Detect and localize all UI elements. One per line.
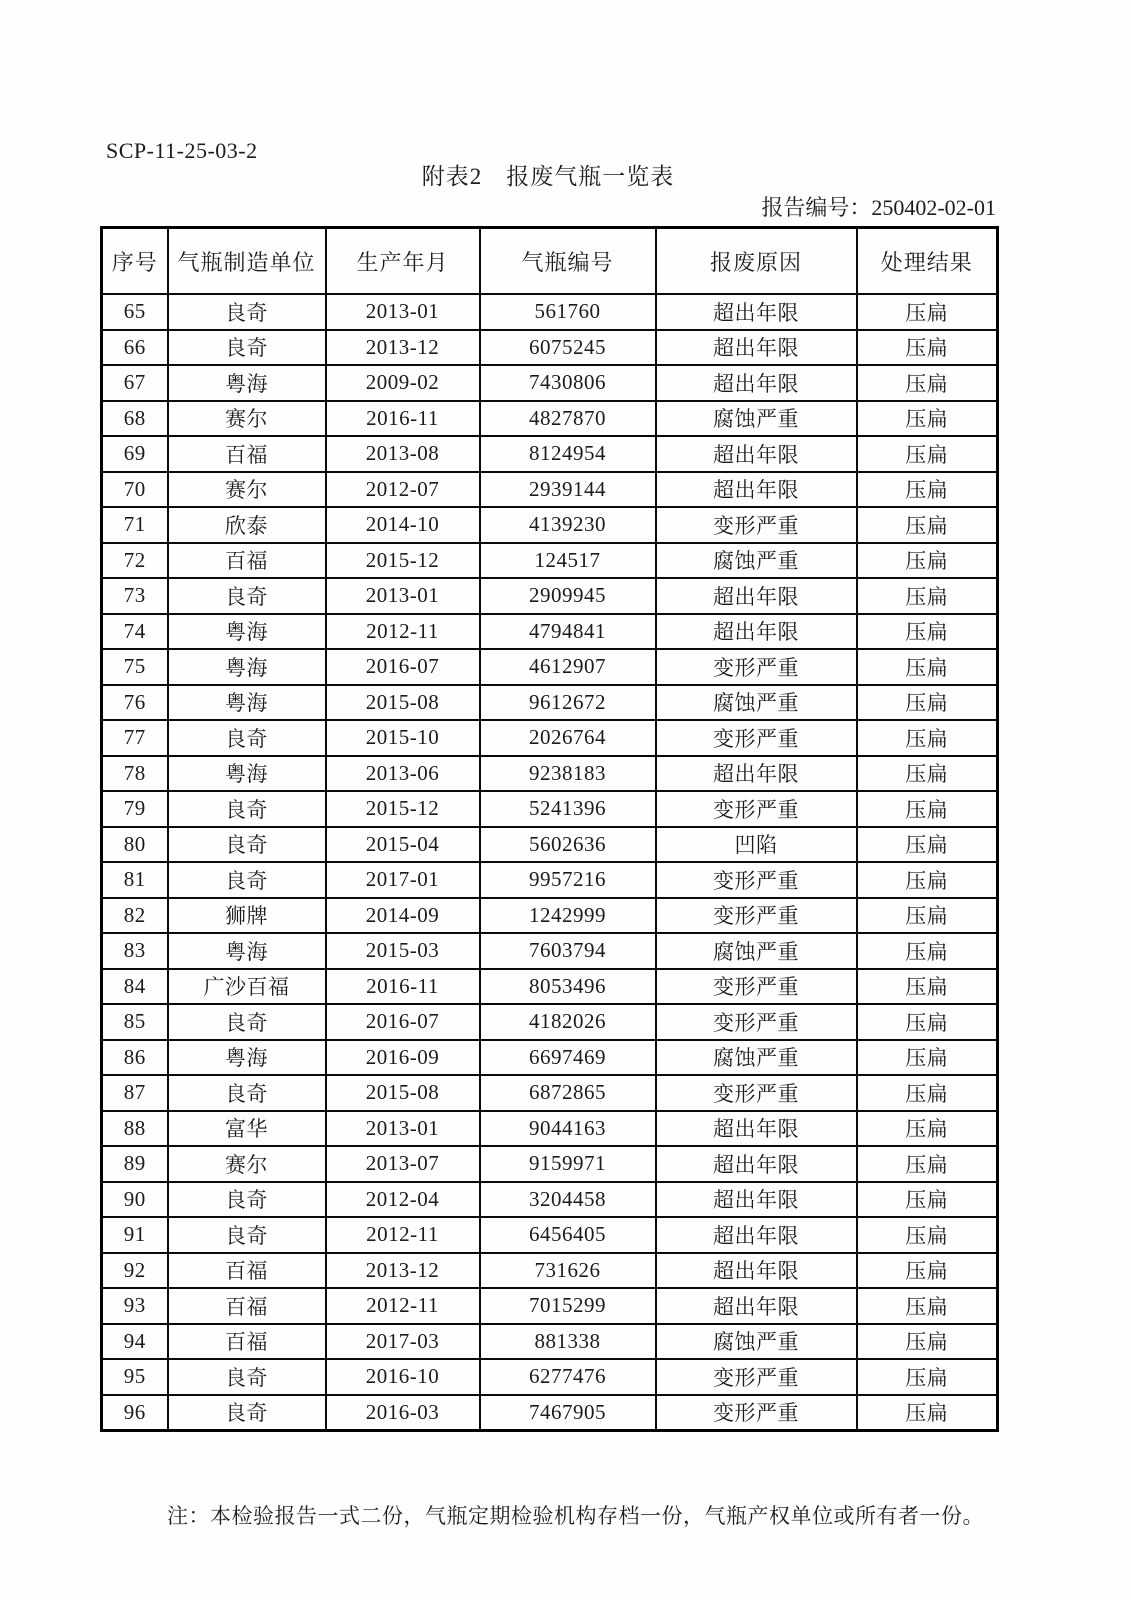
table-cell: 90 — [102, 1182, 168, 1218]
table-cell: 7467905 — [480, 1395, 656, 1431]
table-row — [102, 827, 998, 863]
doc-code: SCP-11-25-03-2 — [106, 138, 258, 163]
table-row — [102, 330, 998, 366]
table-cell: 2016-07 — [326, 1004, 480, 1040]
report-number-value: 250402-02-01 — [871, 195, 996, 220]
table-cell: 6872865 — [480, 1075, 656, 1111]
table-cell: 欣泰 — [168, 507, 326, 543]
table-cell: 69 — [102, 436, 168, 472]
table-row — [102, 507, 998, 543]
table-cell: 压扁 — [857, 436, 998, 472]
table-cell: 881338 — [480, 1324, 656, 1360]
table-cell: 2017-01 — [326, 862, 480, 898]
table-cell: 富华 — [168, 1111, 326, 1147]
table-cell: 压扁 — [857, 898, 998, 934]
table-cell: 压扁 — [857, 1253, 998, 1289]
table-cell: 良奇 — [168, 720, 326, 756]
table-cell: 变形严重 — [656, 862, 857, 898]
table-cell: 91 — [102, 1217, 168, 1253]
table-cell: 变形严重 — [656, 649, 857, 685]
table-row — [102, 720, 998, 756]
table-cell: 粤海 — [168, 365, 326, 401]
table-cell: 7430806 — [480, 365, 656, 401]
table-cell: 5602636 — [480, 827, 656, 863]
table-row — [102, 1004, 998, 1040]
table-cell: 赛尔 — [168, 472, 326, 508]
table-cell: 压扁 — [857, 1004, 998, 1040]
table-cell: 2013-12 — [326, 1253, 480, 1289]
table-cell: 4139230 — [480, 507, 656, 543]
table-cell: 压扁 — [857, 756, 998, 792]
table-cell: 变形严重 — [656, 507, 857, 543]
table-cell: 压扁 — [857, 649, 998, 685]
table-header-row — [102, 228, 998, 295]
table-cell: 百福 — [168, 1253, 326, 1289]
table-cell: 9238183 — [480, 756, 656, 792]
table-cell: 7603794 — [480, 933, 656, 969]
table-cell: 良奇 — [168, 1217, 326, 1253]
table-cell: 2939144 — [480, 472, 656, 508]
table-row — [102, 969, 998, 1005]
table-cell: 2015-12 — [326, 543, 480, 579]
table-cell: 9159971 — [480, 1146, 656, 1182]
table-cell: 变形严重 — [656, 1004, 857, 1040]
table-row — [102, 1182, 998, 1218]
table-cell: 腐蚀严重 — [656, 543, 857, 579]
table-row — [102, 401, 998, 437]
page-title: 附表2 报废气瓶一览表 — [421, 164, 675, 189]
table-cell: 压扁 — [857, 1182, 998, 1218]
table-cell: 超出年限 — [656, 614, 857, 650]
table-cell: 4827870 — [480, 401, 656, 437]
table-cell: 超出年限 — [656, 1182, 857, 1218]
table-cell: 2014-09 — [326, 898, 480, 934]
table-cell: 2016-10 — [326, 1359, 480, 1395]
table-cell: 2016-11 — [326, 401, 480, 437]
col-header-scrap-reason: 报废原因 — [656, 228, 857, 295]
table-cell: 良奇 — [168, 1359, 326, 1395]
table-cell: 86 — [102, 1040, 168, 1076]
table-cell: 2012-07 — [326, 472, 480, 508]
table-cell: 百福 — [168, 543, 326, 579]
table-row — [102, 472, 998, 508]
table-cell: 93 — [102, 1288, 168, 1324]
table-cell: 2013-07 — [326, 1146, 480, 1182]
table-cell: 9044163 — [480, 1111, 656, 1147]
table-cell: 变形严重 — [656, 1395, 857, 1431]
table-cell: 2013-06 — [326, 756, 480, 792]
table-cell: 腐蚀严重 — [656, 933, 857, 969]
table-cell: 2015-08 — [326, 1075, 480, 1111]
table-cell: 良奇 — [168, 330, 326, 366]
table-cell: 2909945 — [480, 578, 656, 614]
table-cell: 67 — [102, 365, 168, 401]
table-cell: 88 — [102, 1111, 168, 1147]
col-header-seq-no: 序号 — [102, 228, 168, 295]
table-cell: 2015-04 — [326, 827, 480, 863]
table-row — [102, 614, 998, 650]
table-cell: 2012-11 — [326, 614, 480, 650]
table-cell: 124517 — [480, 543, 656, 579]
table-cell: 良奇 — [168, 1395, 326, 1431]
table-cell: 百福 — [168, 1324, 326, 1360]
table-cell: 2015-12 — [326, 791, 480, 827]
table-cell: 2013-01 — [326, 1111, 480, 1147]
table-cell: 压扁 — [857, 543, 998, 579]
table-cell: 变形严重 — [656, 1359, 857, 1395]
table-cell: 压扁 — [857, 614, 998, 650]
table-row — [102, 1288, 998, 1324]
table-row — [102, 1253, 998, 1289]
col-header-mfg-date: 生产年月 — [326, 228, 480, 295]
table-cell: 2012-11 — [326, 1217, 480, 1253]
table-cell: 2016-09 — [326, 1040, 480, 1076]
table-cell: 凹陷 — [656, 827, 857, 863]
table-cell: 2015-10 — [326, 720, 480, 756]
table-cell: 84 — [102, 969, 168, 1005]
table-cell: 94 — [102, 1324, 168, 1360]
table-cell: 百福 — [168, 1288, 326, 1324]
table-cell: 压扁 — [857, 1040, 998, 1076]
table-row — [102, 1075, 998, 1111]
col-header-disposal: 处理结果 — [857, 228, 998, 295]
table-cell: 4182026 — [480, 1004, 656, 1040]
table-cell: 腐蚀严重 — [656, 685, 857, 721]
table-row — [102, 791, 998, 827]
scrapped-cylinder-table — [100, 226, 999, 1432]
table-cell: 超出年限 — [656, 1217, 857, 1253]
table-cell: 粤海 — [168, 614, 326, 650]
table-cell: 68 — [102, 401, 168, 437]
table-cell: 压扁 — [857, 1217, 998, 1253]
table-cell: 89 — [102, 1146, 168, 1182]
table-cell: 良奇 — [168, 1075, 326, 1111]
table-cell: 81 — [102, 862, 168, 898]
table-cell: 压扁 — [857, 330, 998, 366]
table-row — [102, 1217, 998, 1253]
table-cell: 粤海 — [168, 649, 326, 685]
table-cell: 赛尔 — [168, 1146, 326, 1182]
table-cell: 6456405 — [480, 1217, 656, 1253]
table-cell: 2016-03 — [326, 1395, 480, 1431]
table-row — [102, 1111, 998, 1147]
table-cell: 压扁 — [857, 1288, 998, 1324]
table-cell: 95 — [102, 1359, 168, 1395]
col-header-cylinder-no: 气瓶编号 — [480, 228, 656, 295]
table-cell: 2015-08 — [326, 685, 480, 721]
table-cell: 粤海 — [168, 685, 326, 721]
table-cell: 75 — [102, 649, 168, 685]
table-cell: 超出年限 — [656, 1288, 857, 1324]
table-cell: 83 — [102, 933, 168, 969]
table-cell: 80 — [102, 827, 168, 863]
table-cell: 超出年限 — [656, 756, 857, 792]
table-cell: 压扁 — [857, 1075, 998, 1111]
table-cell: 4612907 — [480, 649, 656, 685]
table-cell: 5241396 — [480, 791, 656, 827]
table-cell: 变形严重 — [656, 1075, 857, 1111]
table-row — [102, 1395, 998, 1431]
table-cell: 92 — [102, 1253, 168, 1289]
table-cell: 粤海 — [168, 1040, 326, 1076]
table-row — [102, 898, 998, 934]
table-cell: 压扁 — [857, 1111, 998, 1147]
table-cell: 超出年限 — [656, 365, 857, 401]
table-cell: 8124954 — [480, 436, 656, 472]
table-cell: 2013-12 — [326, 330, 480, 366]
report-number-line — [100, 196, 996, 220]
table-cell: 7015299 — [480, 1288, 656, 1324]
table-row — [102, 365, 998, 401]
table-row — [102, 1359, 998, 1395]
table-cell: 良奇 — [168, 827, 326, 863]
table-cell: 狮牌 — [168, 898, 326, 934]
table-cell: 良奇 — [168, 294, 326, 330]
table-cell: 2013-08 — [326, 436, 480, 472]
table-cell: 6277476 — [480, 1359, 656, 1395]
table-cell: 4794841 — [480, 614, 656, 650]
table-cell: 压扁 — [857, 294, 998, 330]
table-cell: 压扁 — [857, 1324, 998, 1360]
table-cell: 65 — [102, 294, 168, 330]
table-row — [102, 1324, 998, 1360]
table-cell: 腐蚀严重 — [656, 1324, 857, 1360]
table-cell: 79 — [102, 791, 168, 827]
table-cell: 9957216 — [480, 862, 656, 898]
table-cell: 赛尔 — [168, 401, 326, 437]
table-cell: 87 — [102, 1075, 168, 1111]
report-number-label: 报告编号： — [761, 195, 872, 220]
table-cell: 1242999 — [480, 898, 656, 934]
table-cell: 82 — [102, 898, 168, 934]
table-cell: 731626 — [480, 1253, 656, 1289]
footer-note: 注：本检验报告一式二份，气瓶定期检验机构存档一份，气瓶产权单位或所有者一份。 — [167, 1504, 984, 1528]
table-cell: 超出年限 — [656, 436, 857, 472]
table-cell: 2012-11 — [326, 1288, 480, 1324]
table-cell: 变形严重 — [656, 720, 857, 756]
table-cell: 压扁 — [857, 827, 998, 863]
table-cell: 压扁 — [857, 720, 998, 756]
table-cell: 2016-07 — [326, 649, 480, 685]
table-row — [102, 756, 998, 792]
table-cell: 超出年限 — [656, 294, 857, 330]
table-cell: 粤海 — [168, 933, 326, 969]
table-cell: 腐蚀严重 — [656, 401, 857, 437]
table-cell: 74 — [102, 614, 168, 650]
table-cell: 2014-10 — [326, 507, 480, 543]
table-cell: 561760 — [480, 294, 656, 330]
table-cell: 2009-02 — [326, 365, 480, 401]
table-cell: 78 — [102, 756, 168, 792]
table-row — [102, 1146, 998, 1182]
table-cell: 2016-11 — [326, 969, 480, 1005]
table-cell: 压扁 — [857, 969, 998, 1005]
table-cell: 变形严重 — [656, 898, 857, 934]
table-body — [102, 294, 998, 1431]
table-row — [102, 933, 998, 969]
table-cell: 压扁 — [857, 1359, 998, 1395]
table-cell: 超出年限 — [656, 1111, 857, 1147]
table-cell: 良奇 — [168, 862, 326, 898]
table-cell: 腐蚀严重 — [656, 1040, 857, 1076]
table-row — [102, 578, 998, 614]
table-cell: 良奇 — [168, 791, 326, 827]
table-cell: 压扁 — [857, 578, 998, 614]
table-cell: 71 — [102, 507, 168, 543]
table-row — [102, 294, 998, 330]
table-cell: 超出年限 — [656, 1146, 857, 1182]
table-row — [102, 543, 998, 579]
table-cell: 良奇 — [168, 1182, 326, 1218]
table-cell: 压扁 — [857, 472, 998, 508]
table-cell: 超出年限 — [656, 472, 857, 508]
table-cell: 压扁 — [857, 791, 998, 827]
table-cell: 96 — [102, 1395, 168, 1431]
table-cell: 变形严重 — [656, 969, 857, 1005]
table-cell: 压扁 — [857, 1146, 998, 1182]
table-cell: 85 — [102, 1004, 168, 1040]
table-cell: 3204458 — [480, 1182, 656, 1218]
table-row — [102, 862, 998, 898]
table-row — [102, 436, 998, 472]
table-cell: 6697469 — [480, 1040, 656, 1076]
table-cell: 9612672 — [480, 685, 656, 721]
table-cell: 压扁 — [857, 507, 998, 543]
table-cell: 2013-01 — [326, 578, 480, 614]
table-cell: 良奇 — [168, 1004, 326, 1040]
table-cell: 77 — [102, 720, 168, 756]
table-cell: 6075245 — [480, 330, 656, 366]
table-cell: 2026764 — [480, 720, 656, 756]
table-cell: 压扁 — [857, 1395, 998, 1431]
table-cell: 73 — [102, 578, 168, 614]
table-cell: 2015-03 — [326, 933, 480, 969]
table-cell: 2017-03 — [326, 1324, 480, 1360]
table-cell: 76 — [102, 685, 168, 721]
table-cell: 70 — [102, 472, 168, 508]
col-header-manufacturer: 气瓶制造单位 — [168, 228, 326, 295]
table-cell: 压扁 — [857, 365, 998, 401]
table-cell: 压扁 — [857, 401, 998, 437]
table-cell: 超出年限 — [656, 330, 857, 366]
table-cell: 8053496 — [480, 969, 656, 1005]
table-cell: 2013-01 — [326, 294, 480, 330]
table-row — [102, 1040, 998, 1076]
table-cell: 压扁 — [857, 933, 998, 969]
table-cell: 百福 — [168, 436, 326, 472]
table-cell: 良奇 — [168, 578, 326, 614]
table-cell: 2012-04 — [326, 1182, 480, 1218]
table-cell: 粤海 — [168, 756, 326, 792]
table-cell: 72 — [102, 543, 168, 579]
table-cell: 压扁 — [857, 862, 998, 898]
table-cell: 变形严重 — [656, 791, 857, 827]
table-cell: 超出年限 — [656, 1253, 857, 1289]
table-cell: 广沙百福 — [168, 969, 326, 1005]
table-row — [102, 685, 998, 721]
table-cell: 66 — [102, 330, 168, 366]
table-cell: 压扁 — [857, 685, 998, 721]
table-cell: 超出年限 — [656, 578, 857, 614]
table-row — [102, 649, 998, 685]
